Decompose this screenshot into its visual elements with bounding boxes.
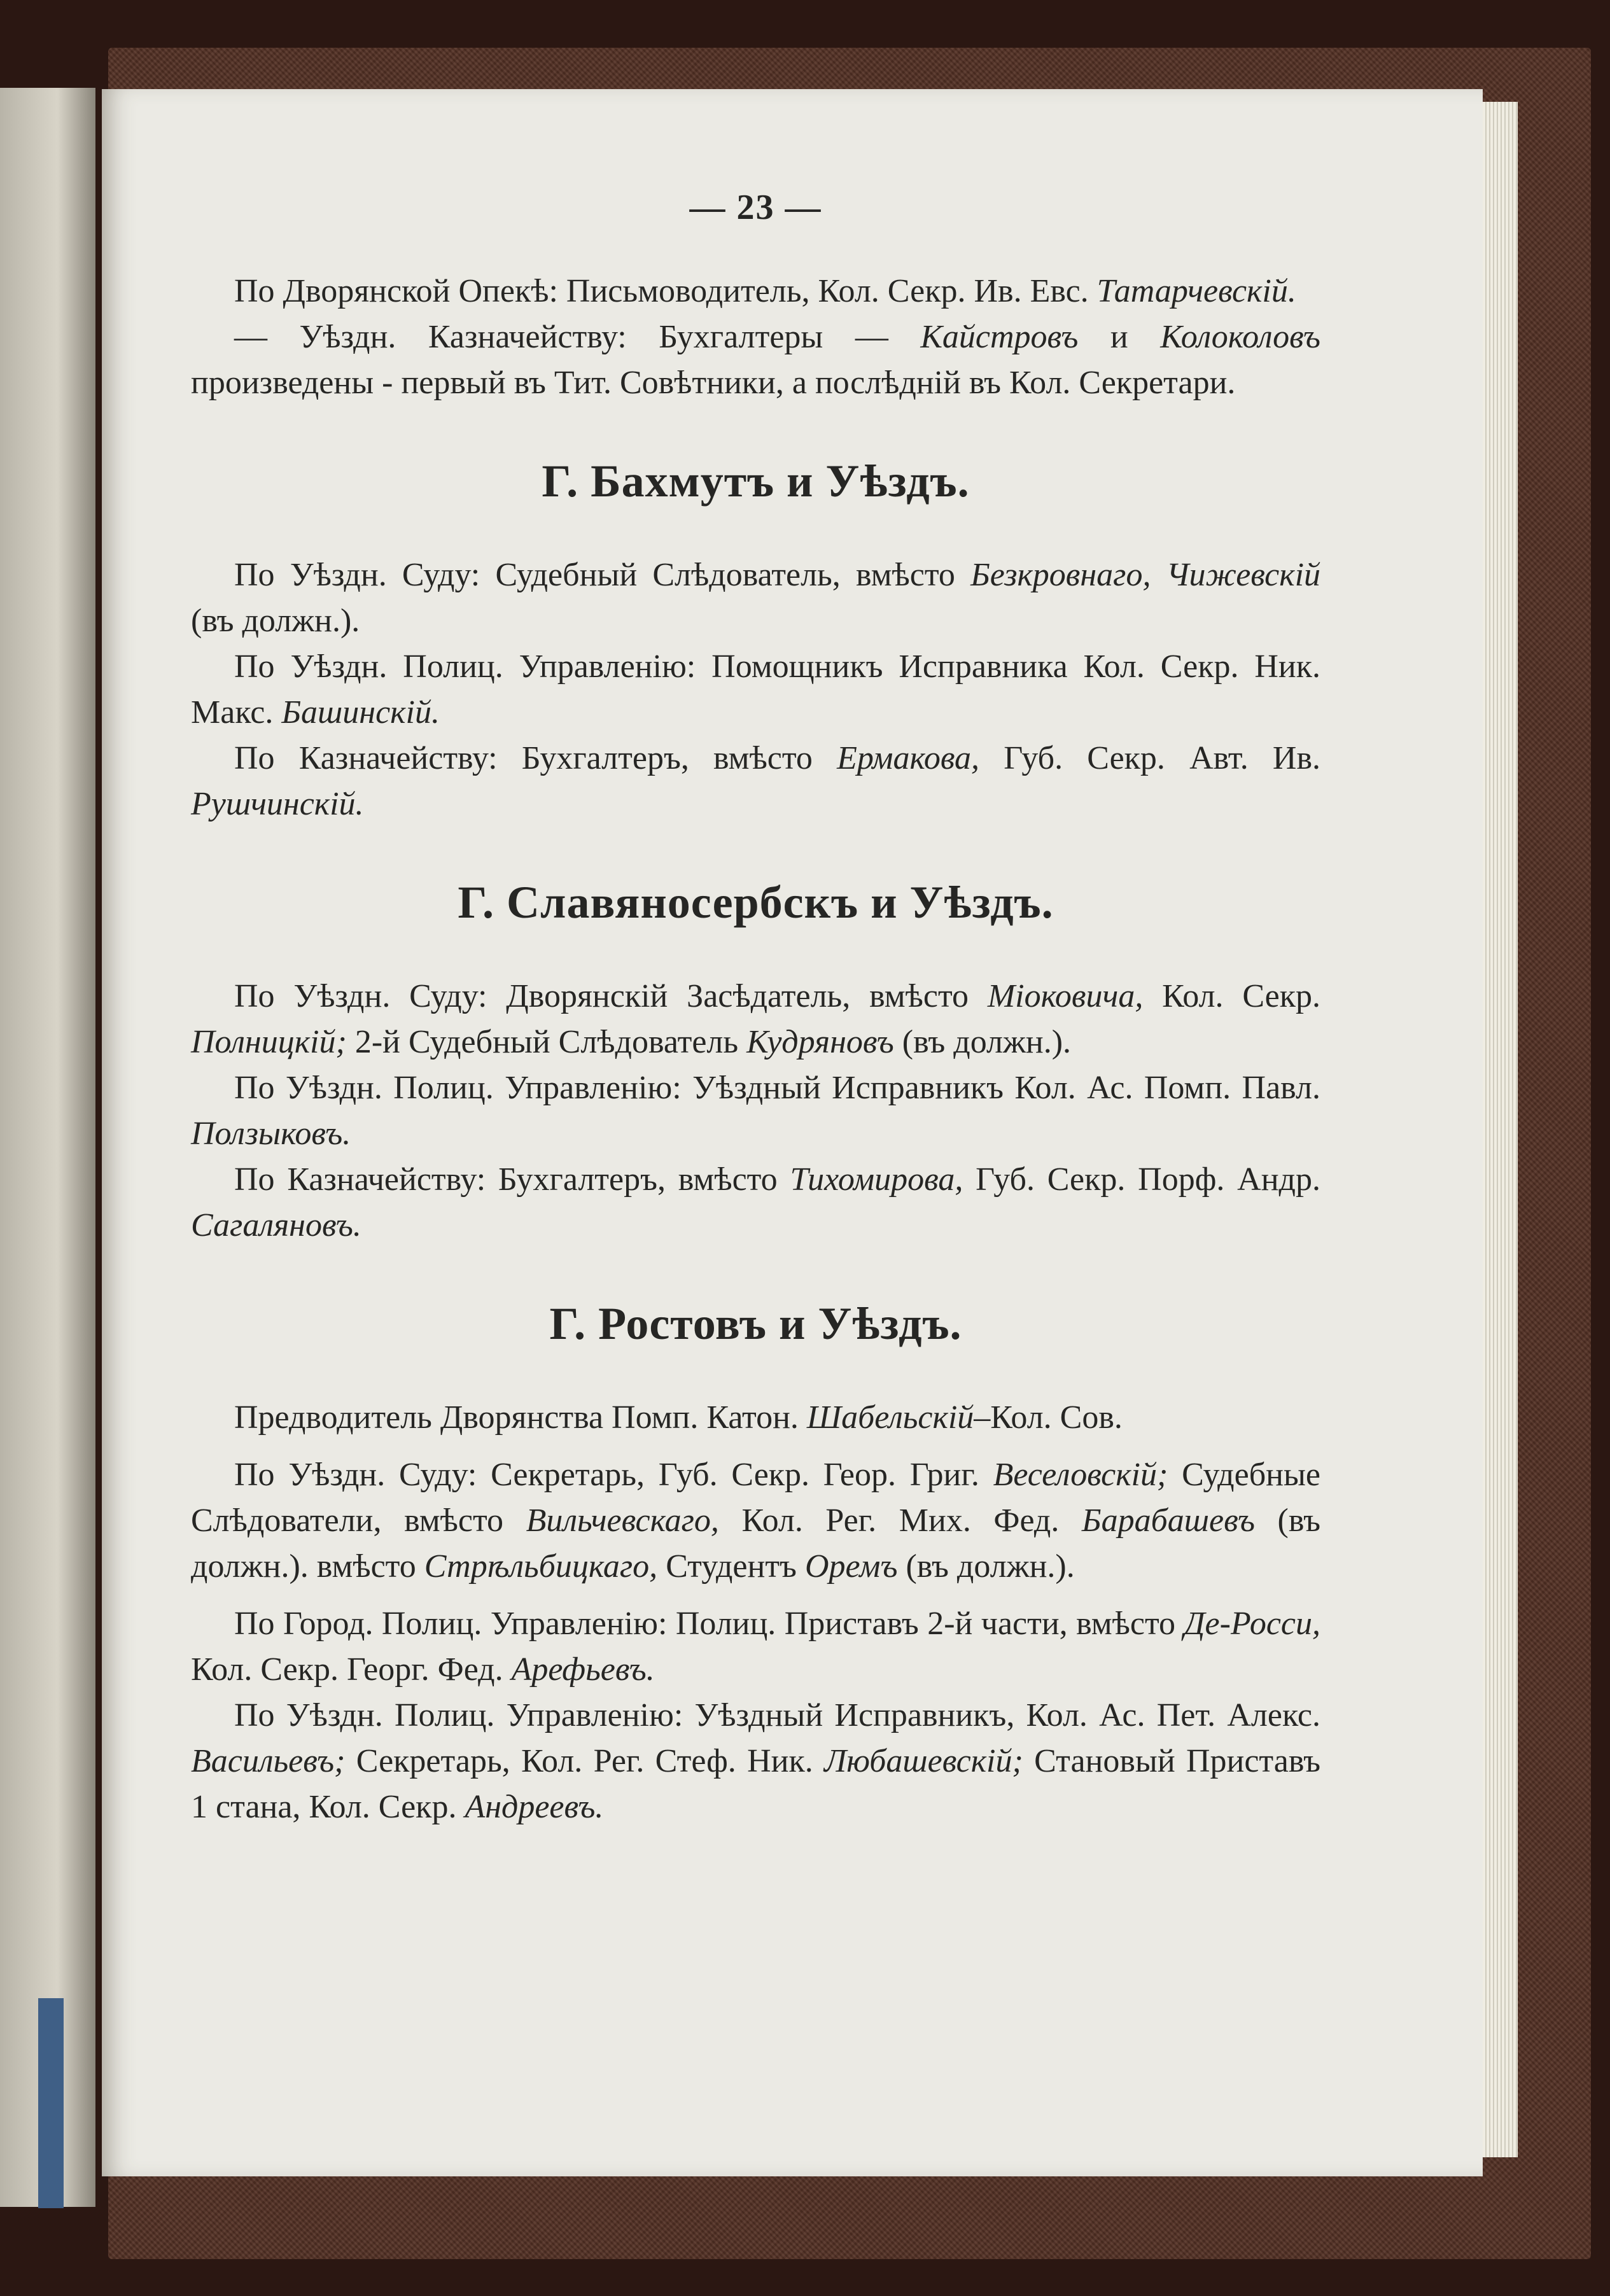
- section-heading-rostov: Г. Ростовъ и Уѣздъ.: [549, 1298, 962, 1349]
- person-name: Безкровнаго,: [970, 557, 1151, 593]
- text-run: По Уѣздн. Суду: Секретарь, Губ. Секр. Геор. Григ.: [234, 1457, 979, 1493]
- text-run: По Город. Полиц. Управленію: Полиц. Приставъ 2-й части, вмѣсто: [234, 1606, 1176, 1642]
- text-run: 2-й Судебный Слѣдователь: [354, 1024, 739, 1060]
- paragraph-rostov-gorod-politsiya: [191, 1601, 1320, 1693]
- person-name: Рушчинскій.: [191, 786, 364, 822]
- text-run: Кол. Секр.: [1162, 978, 1320, 1014]
- person-name: Шабельскій: [806, 1399, 974, 1436]
- paragraph-rostov-sud: [191, 1452, 1320, 1590]
- page-stack-edge: [1483, 102, 1518, 2157]
- text-run: Становый Приставъ 1 стана, Кол. Секр.: [191, 1743, 1321, 1825]
- text-run: (въ должн.).: [191, 603, 360, 639]
- paragraph-slavyanoserbsk-kaznacheystvo: [191, 1157, 1320, 1249]
- text-run: По Казначейству: Бухгалтеръ, вмѣсто: [234, 1161, 778, 1198]
- person-name: Чижевскій: [1166, 557, 1321, 593]
- person-name: Любашевскій;: [824, 1743, 1023, 1779]
- text-run: Секретарь, Кол. Рег. Стеф. Ник.: [356, 1743, 813, 1779]
- paragraph-bakhmut-sud: [191, 552, 1320, 644]
- person-name: Вильчевскаго,: [526, 1502, 719, 1539]
- text-run: (въ должн.).: [902, 1024, 1072, 1060]
- paragraph-slavyanoserbsk-sud: [191, 974, 1320, 1065]
- text-run: По Уѣздн. Суду: Дворянскій Засѣдатель, вмѣсто: [234, 978, 969, 1014]
- text-run: и: [1110, 319, 1128, 355]
- text-run: По Уѣздн. Суду: Судебный Слѣдователь, вмѣсто: [234, 557, 955, 593]
- person-name: Тихомирова,: [790, 1161, 963, 1198]
- bookmark-strip: [38, 1998, 64, 2208]
- person-name: Стрѣльбицкаго,: [424, 1548, 658, 1585]
- text-run: Судебные Слѣдователи, вмѣсто: [191, 1457, 1321, 1539]
- paragraph-slavyanoserbsk-politsiya: [191, 1065, 1320, 1157]
- person-name: Оремъ: [804, 1548, 898, 1585]
- person-name: Васильевъ;: [191, 1743, 346, 1779]
- text-run: Кол. Рег. Мих. Фед.: [741, 1502, 1060, 1539]
- text-run: Студентъ: [666, 1548, 797, 1585]
- section-heading-bakhmut: Г. Бахмутъ и Уѣздъ.: [542, 456, 970, 507]
- text-run: По Уѣздн. Полиц. Управленію: Уѣздный Исправникъ Кол. Ас. Помп. Павл.: [234, 1070, 1320, 1106]
- person-name: Колоколовъ: [1160, 319, 1321, 355]
- text-run: произведены - первый въ Тит. Совѣтники, а послѣдній въ Кол. Секретари.: [191, 365, 1236, 401]
- person-name: Башинскій.: [281, 694, 440, 731]
- text-run: Предводитель Дворянства Помп. Катон.: [234, 1399, 799, 1436]
- text-run: По Дворянской Опекѣ: Письмоводитель, Кол. Секр. Ив. Евс.: [234, 273, 1089, 309]
- person-name: Татарчевскій.: [1096, 273, 1296, 309]
- paragraph-opeka: [191, 269, 1320, 314]
- paragraph-bakhmut-kaznacheystvo: [191, 736, 1320, 827]
- page-content: [191, 185, 1320, 1830]
- person-name: Ползыковъ.: [191, 1116, 351, 1152]
- text-run: Губ. Секр. Порф. Андр.: [976, 1161, 1320, 1198]
- person-name: Ермакова,: [837, 740, 980, 776]
- left-page-edge: [0, 88, 95, 2207]
- text-run: По Казначейству: Бухгалтеръ, вмѣсто: [234, 740, 813, 776]
- text-run: (въ должн.).: [906, 1548, 1075, 1585]
- person-name: Кайстровъ: [920, 319, 1079, 355]
- person-name: Веселовскій;: [993, 1457, 1168, 1493]
- section-heading-slavyanoserbsk: Г. Славяносербскъ и Уѣздъ.: [458, 877, 1054, 928]
- text-run: — Уѣздн. Казначейству: Бухгалтеры —: [234, 319, 888, 355]
- person-name: Кудряновъ: [746, 1024, 894, 1060]
- person-name: Андреевъ.: [465, 1789, 604, 1825]
- person-name: Сагаляновъ.: [191, 1207, 361, 1243]
- text-run: (въ должн.). вмѣсто: [191, 1502, 1321, 1585]
- text-run: Кол. Секр. Георг. Фед.: [191, 1651, 503, 1688]
- text-run: По Уѣздн. Полиц. Управленію: Помощникъ Исправника Кол. Секр. Ник. Макс.: [191, 648, 1320, 731]
- person-name: Де-Росси,: [1184, 1606, 1320, 1642]
- person-name: Полницкій;: [191, 1024, 347, 1060]
- person-name: Барабашевъ: [1081, 1502, 1255, 1539]
- paragraph-bakhmut-politsiya: [191, 644, 1320, 736]
- person-name: Арефьевъ.: [511, 1651, 655, 1688]
- text-run: По Уѣздн. Полиц. Управленію: Уѣздный Исправникъ, Кол. Ас. Пет. Алекс.: [234, 1697, 1320, 1733]
- paragraph-rostov-uezd-politsiya: [191, 1693, 1320, 1830]
- paragraph-kaznacheystvo: [191, 314, 1320, 406]
- text-run: Губ. Секр. Авт. Ив.: [1004, 740, 1321, 776]
- paragraph-rostov-predvoditel: [191, 1395, 1320, 1441]
- person-name: Міоковича,: [987, 978, 1144, 1014]
- text-run: –Кол. Сов.: [974, 1399, 1123, 1436]
- page-number: — 23 —: [689, 188, 822, 227]
